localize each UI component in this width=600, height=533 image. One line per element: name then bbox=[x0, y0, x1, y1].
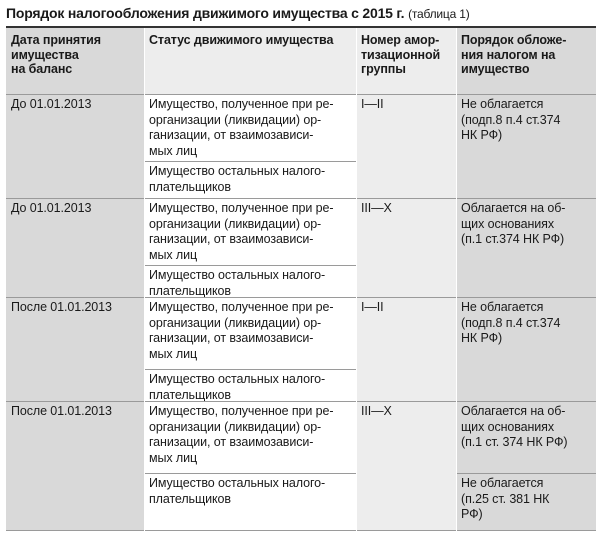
row-date bbox=[6, 94, 144, 198]
row-separator bbox=[6, 198, 596, 199]
cell-line: плательщиков bbox=[149, 387, 231, 402]
cell-line: После 01.01.2013 bbox=[11, 404, 112, 418]
cell-line: группы bbox=[361, 62, 406, 76]
cell-line: После 01.01.2013 bbox=[11, 300, 112, 314]
tax-split-line bbox=[456, 473, 596, 474]
cell-line: имущества bbox=[11, 47, 79, 62]
cell-line: III—X bbox=[361, 201, 392, 215]
row-tax bbox=[456, 401, 596, 473]
cell-line: Имущество остальных налого- bbox=[149, 372, 326, 386]
cell-line: I—II bbox=[361, 97, 384, 111]
cell-line: До 01.01.2013 bbox=[11, 97, 92, 111]
row-status-b bbox=[144, 265, 356, 297]
row-group bbox=[356, 198, 456, 297]
cell-line: щих основаниях bbox=[461, 419, 555, 434]
table-bottom-rule bbox=[6, 530, 596, 531]
cell-line: (п.25 ст. 381 НК bbox=[461, 491, 550, 506]
cell-line: организации (ликвидации) ор- bbox=[149, 315, 322, 330]
cell-line: Имущество, полученное при ре- bbox=[149, 300, 334, 314]
status-split-line bbox=[144, 265, 356, 266]
cell-line: Не облагается bbox=[461, 300, 544, 314]
row-tax bbox=[456, 297, 596, 401]
title-note: (таблица 1) bbox=[408, 7, 470, 21]
cell-line: мых лиц bbox=[149, 346, 198, 361]
cell-line: ганизации, от взаимозависи- bbox=[149, 331, 314, 345]
cell-line: ганизации, от взаимозависи- bbox=[149, 128, 314, 142]
cell-line: Имущество, полученное при ре- bbox=[149, 404, 334, 418]
cell-line: мых лиц bbox=[149, 450, 198, 465]
cell-line: Порядок обложе- bbox=[461, 33, 567, 47]
row-tax bbox=[456, 94, 596, 198]
cell-line: плательщиков bbox=[149, 283, 231, 298]
header-col2 bbox=[144, 28, 356, 94]
cell-line: Не облагается bbox=[461, 476, 544, 490]
row-separator bbox=[6, 297, 596, 298]
cell-line: организации (ликвидации) ор- bbox=[149, 419, 322, 434]
cell-line: Номер амор- bbox=[361, 33, 440, 47]
cell-line: Имущество остальных налого- bbox=[149, 164, 326, 178]
cell-line: Имущество остальных налого- bbox=[149, 476, 326, 490]
cell-line: (п.1 ст. 374 НК РФ) bbox=[461, 435, 568, 449]
row-separator bbox=[6, 94, 596, 95]
cell-line: НК РФ) bbox=[461, 128, 503, 142]
cell-line: плательщиков bbox=[149, 491, 231, 506]
cell-line: ния налогом на bbox=[461, 47, 556, 62]
row-status-a bbox=[144, 401, 356, 473]
cell-line: мых лиц bbox=[149, 143, 198, 158]
cell-line: (подп.8 п.4 ст.374 bbox=[461, 112, 561, 127]
row-date bbox=[6, 198, 144, 297]
cell-line: Не облагается bbox=[461, 97, 544, 111]
cell-line: Имущество, полученное при ре- bbox=[149, 201, 334, 215]
row-group bbox=[356, 297, 456, 401]
row-tax bbox=[456, 198, 596, 297]
row-group bbox=[356, 401, 456, 531]
cell-line: Имущество, полученное при ре- bbox=[149, 97, 334, 111]
cell-line: ганизации, от взаимозависи- bbox=[149, 232, 314, 246]
cell-line: До 01.01.2013 bbox=[11, 201, 92, 215]
column-separator bbox=[456, 28, 457, 531]
row-status-b bbox=[144, 161, 356, 198]
row-status-a bbox=[144, 198, 356, 265]
row-date bbox=[6, 401, 144, 531]
row-status-b bbox=[144, 369, 356, 401]
cell-line: (подп.8 п.4 ст.374 bbox=[461, 315, 561, 330]
page-title bbox=[6, 5, 596, 23]
cell-line: Имущество остальных налого- bbox=[149, 268, 326, 282]
row-group bbox=[356, 94, 456, 198]
row-status-a bbox=[144, 94, 356, 161]
cell-line: щих основаниях bbox=[461, 216, 555, 231]
row-status-a bbox=[144, 297, 356, 369]
cell-line: организации (ликвидации) ор- bbox=[149, 112, 322, 127]
cell-line: Статус движимого имущества bbox=[149, 33, 334, 47]
cell-line: на баланс bbox=[11, 62, 73, 76]
row-status-b bbox=[144, 473, 356, 531]
cell-line: имущество bbox=[461, 62, 530, 76]
cell-line: мых лиц bbox=[149, 247, 198, 262]
row-date bbox=[6, 297, 144, 401]
title-main: Порядок налогообложения движимого имущества с 2015 г. bbox=[6, 5, 405, 21]
status-split-line bbox=[144, 473, 356, 474]
cell-line: Облагается на об- bbox=[461, 201, 566, 215]
cell-line: III—X bbox=[361, 404, 392, 418]
cell-line: плательщиков bbox=[149, 179, 231, 194]
header-col4 bbox=[456, 28, 596, 94]
cell-line: Дата принятия bbox=[11, 33, 101, 47]
cell-line: организации (ликвидации) ор- bbox=[149, 216, 322, 231]
cell-line: тизационной bbox=[361, 47, 441, 62]
row-tax-b bbox=[456, 473, 596, 531]
cell-line: РФ) bbox=[461, 507, 483, 521]
column-separator bbox=[144, 28, 145, 531]
cell-line: ганизации, от взаимозависи- bbox=[149, 435, 314, 449]
cell-line: (п.1 ст.374 НК РФ) bbox=[461, 232, 565, 246]
tax-table bbox=[6, 26, 596, 531]
row-separator bbox=[6, 401, 596, 402]
cell-line: НК РФ) bbox=[461, 331, 503, 345]
header-col3 bbox=[356, 28, 456, 94]
header-col1 bbox=[6, 28, 144, 94]
status-split-line bbox=[144, 369, 356, 370]
cell-line: Облагается на об- bbox=[461, 404, 566, 418]
cell-line: I—II bbox=[361, 300, 384, 314]
status-split-line bbox=[144, 161, 356, 162]
column-separator bbox=[356, 28, 357, 531]
